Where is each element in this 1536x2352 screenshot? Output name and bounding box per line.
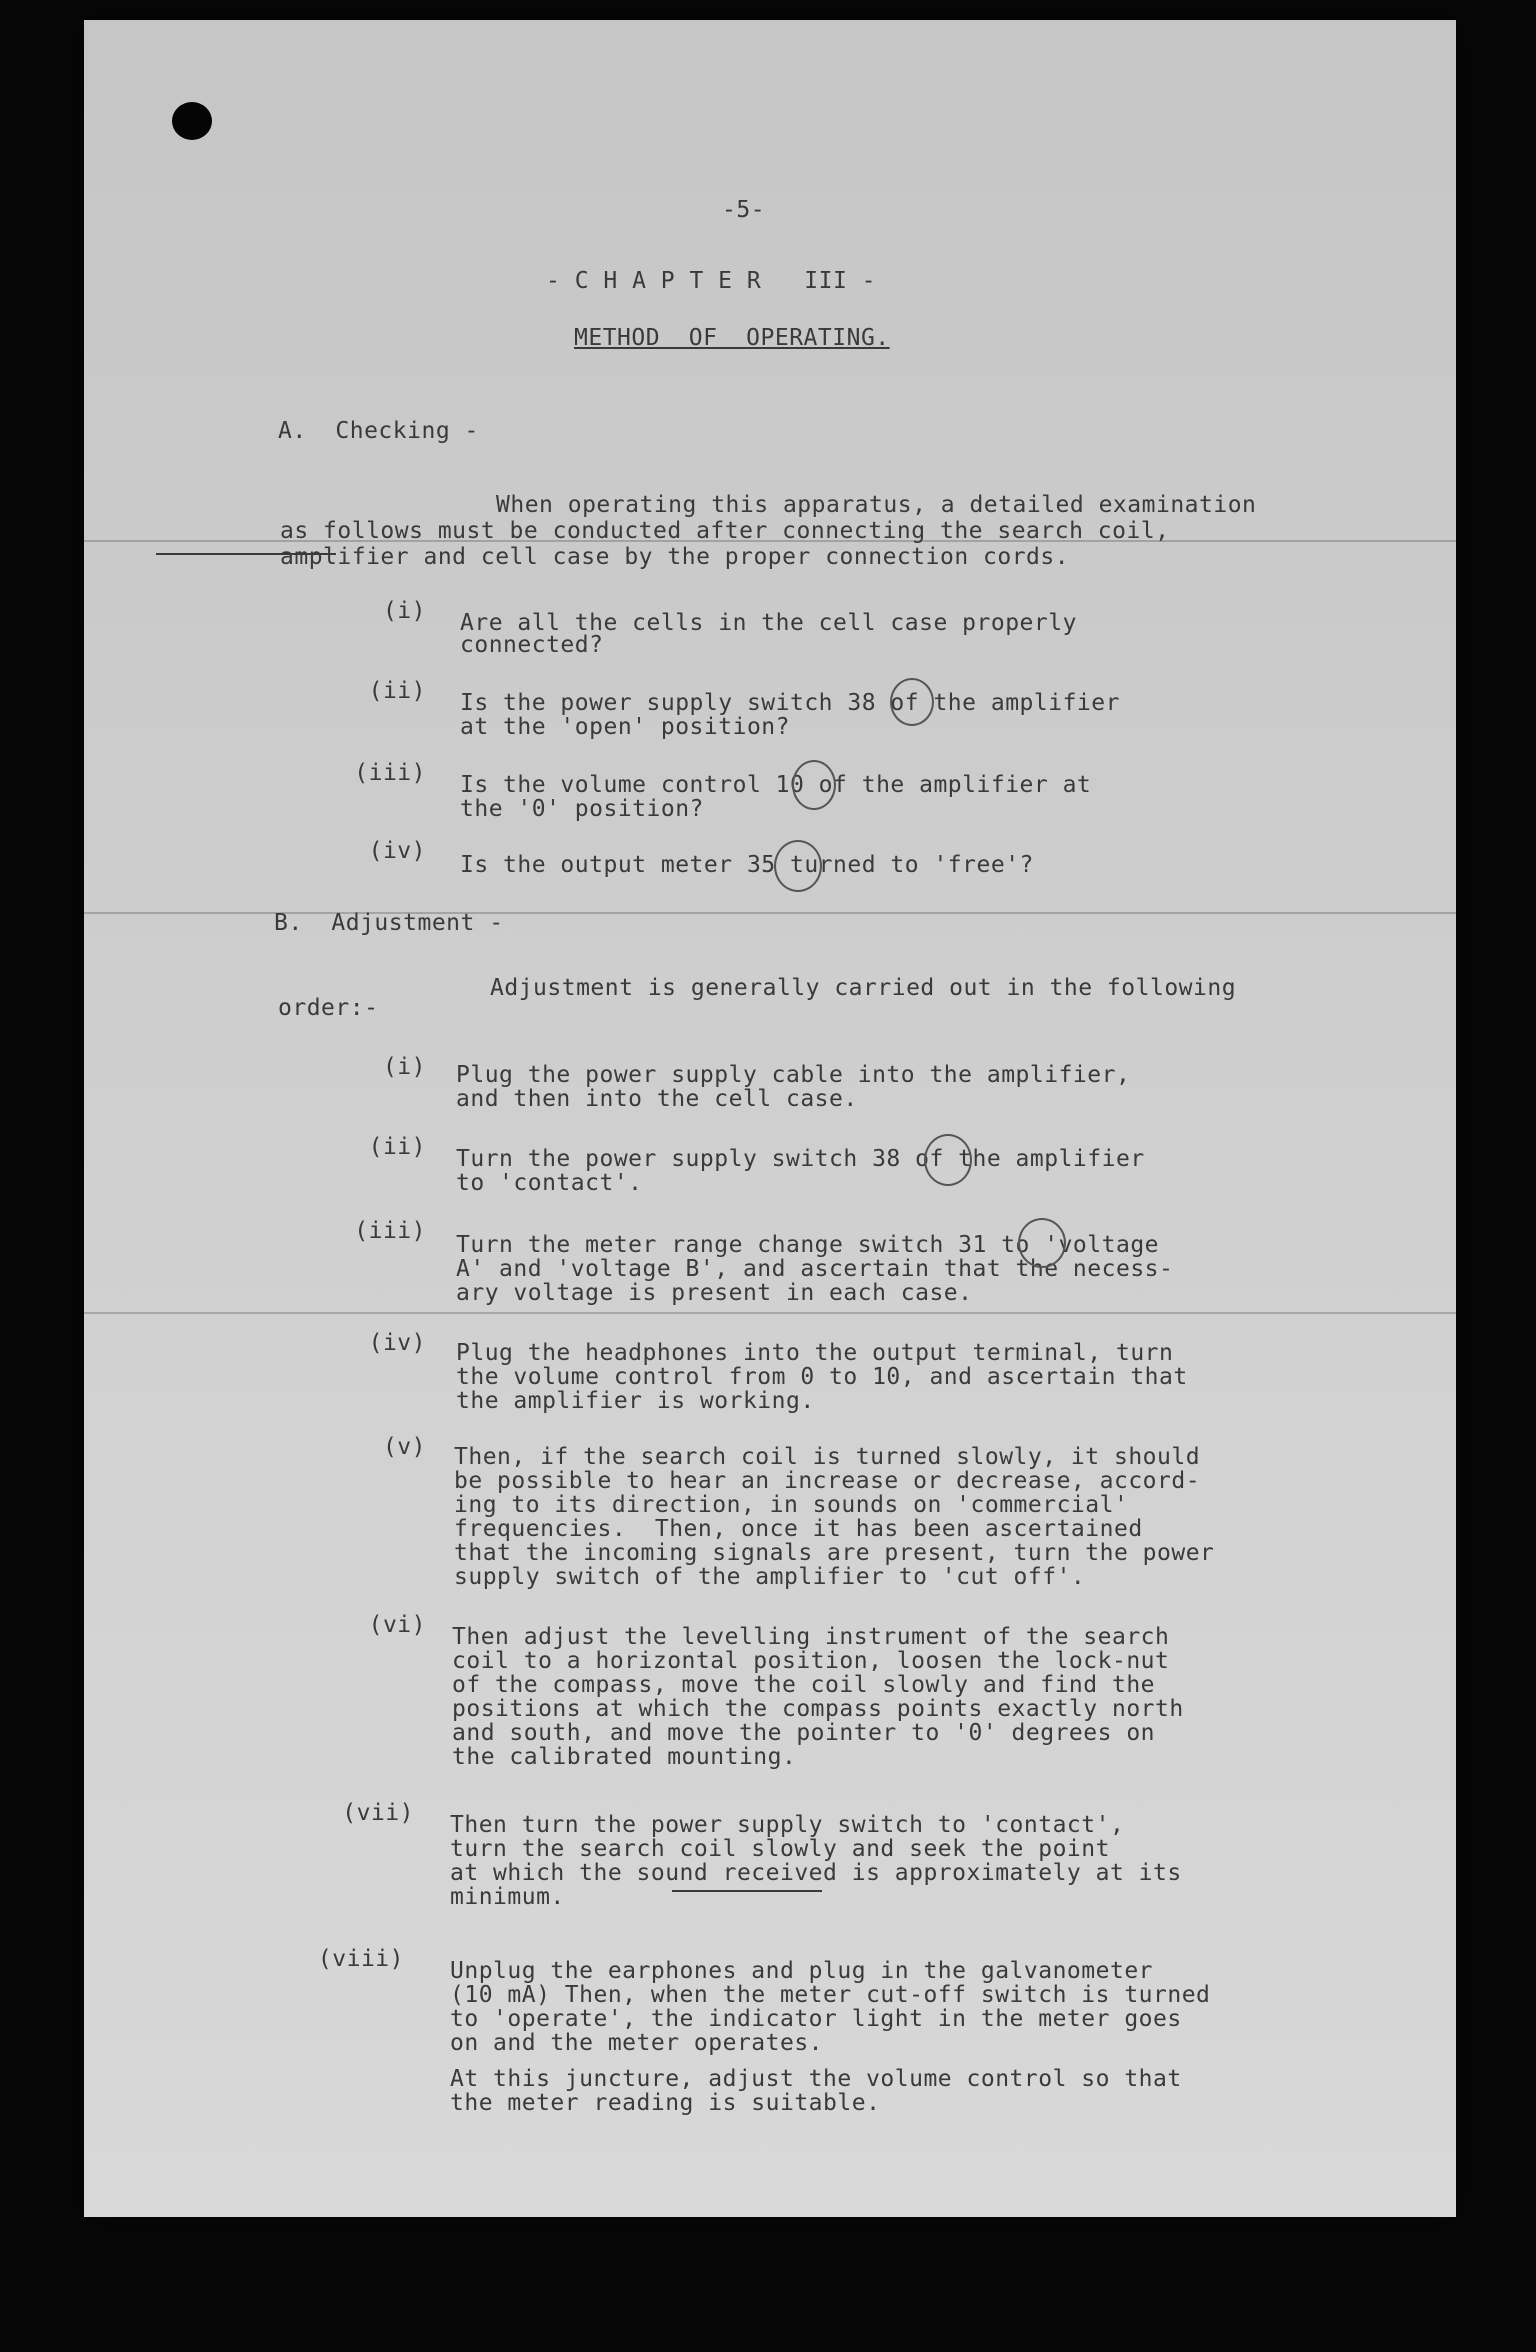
list-item-line: positions at which the compass points exactly north — [452, 1696, 1184, 1722]
list-item-line: the '0' position? — [460, 796, 704, 822]
list-item-line: Plug the power supply cable into the amplifier, — [456, 1062, 1131, 1088]
list-item-line: ing to its direction, in sounds on 'commercial' — [454, 1492, 1129, 1518]
section-a-heading: A. Checking - — [278, 418, 479, 444]
section-b-heading: B. Adjustment - — [274, 910, 504, 936]
list-item-line: coil to a horizontal position, loosen the lock-nut — [452, 1648, 1170, 1674]
list-item-line: that the incoming signals are present, turn the power — [454, 1540, 1215, 1566]
fold-line — [84, 1312, 1456, 1314]
list-item-number: (viii) — [317, 1946, 404, 1972]
handwritten-circle — [792, 760, 836, 810]
list-item-line: connected? — [460, 632, 604, 658]
pen-underline — [672, 1890, 822, 1892]
list-item-line: and then into the cell case. — [456, 1086, 858, 1112]
list-item-line: supply switch of the amplifier to 'cut off'. — [454, 1564, 1086, 1590]
list-item-line: the volume control from 0 to 10, and ascertain that — [456, 1364, 1188, 1390]
section-a-intro-line: as follows must be conducted after connecting the search coil, — [280, 518, 1170, 544]
section-b-intro-line: Adjustment is generally carried out in the following — [490, 975, 1237, 1001]
list-item-line: A' and 'voltage B', and ascertain that the necess- — [456, 1256, 1174, 1282]
list-item-number: (iv) — [368, 1330, 426, 1356]
handwritten-circle — [1018, 1218, 1066, 1268]
list-item-line: Are all the cells in the cell case properly — [460, 610, 1077, 636]
list-item-line: Turn the meter range change switch 31 to 'voltage — [456, 1232, 1160, 1258]
list-item-line: turn the search coil slowly and seek the point — [450, 1836, 1110, 1862]
list-item-line: be possible to hear an increase or decrease, accord- — [454, 1468, 1201, 1494]
list-item-line: to 'contact'. — [456, 1170, 643, 1196]
list-item-line: Then, if the search coil is turned slowly, it should — [454, 1444, 1201, 1470]
list-item-number: (iii) — [354, 760, 426, 786]
list-item-line: Then turn the power supply switch to 'contact', — [450, 1812, 1125, 1838]
list-item-line: Then adjust the levelling instrument of the search — [452, 1624, 1170, 1650]
punch-hole — [172, 102, 212, 140]
list-item-line: Plug the headphones into the output terminal, turn — [456, 1340, 1174, 1366]
chapter-subtitle: METHOD OF OPERATING. — [574, 325, 890, 351]
list-item-line: the amplifier is working. — [456, 1388, 815, 1414]
list-item-number: (vi) — [368, 1612, 426, 1638]
list-item-line: to 'operate', the indicator light in the meter goes — [450, 2006, 1182, 2032]
list-item-line: frequencies. Then, once it has been ascertained — [454, 1516, 1143, 1542]
handwritten-circle — [924, 1134, 972, 1186]
section-a-intro-line: amplifier and cell case by the proper connection cords. — [280, 544, 1070, 570]
list-item-number: (vii) — [342, 1800, 414, 1826]
page-number: -5- — [722, 197, 766, 223]
list-item-line: (10 mA) Then, when the meter cut-off switch is turned — [450, 1982, 1211, 2008]
list-item-line: Turn the power supply switch 38 of the amplifier — [456, 1146, 1145, 1172]
list-item-line: at which the sound received is approximately at its — [450, 1860, 1182, 1886]
list-item-number: (ii) — [368, 678, 426, 704]
list-item-line: Unplug the earphones and plug in the galvanometer — [450, 1958, 1154, 1984]
section-b-intro-line: order:- — [278, 995, 379, 1021]
handwritten-circle — [890, 678, 934, 726]
list-item-line: the meter reading is suitable. — [450, 2090, 881, 2116]
chapter-title: - C H A P T E R III - — [546, 268, 876, 294]
document-page — [84, 20, 1456, 2217]
list-item-line: of the compass, move the coil slowly and find the — [452, 1672, 1156, 1698]
list-item-number: (v) — [382, 1434, 426, 1460]
section-a-intro-line: When operating this apparatus, a detailed examination — [496, 492, 1257, 518]
list-item-line: At this juncture, adjust the volume control so that — [450, 2066, 1182, 2092]
list-item-line: Is the output meter 35 turned to 'free'? — [460, 852, 1034, 878]
list-item-number: (iv) — [368, 838, 426, 864]
handwritten-circle — [774, 840, 822, 892]
list-item-line: Is the power supply switch 38 of the amplifier — [460, 690, 1120, 716]
list-item-line: and south, and move the pointer to '0' degrees on — [452, 1720, 1156, 1746]
list-item-number: (i) — [382, 598, 426, 624]
list-item-line: on and the meter operates. — [450, 2030, 824, 2056]
list-item-line: the calibrated mounting. — [452, 1744, 797, 1770]
list-item-number: (i) — [382, 1054, 426, 1080]
list-item-number: (ii) — [368, 1134, 426, 1160]
list-item-number: (iii) — [354, 1218, 426, 1244]
list-item-line: ary voltage is present in each case. — [456, 1280, 973, 1306]
list-item-line: Is the volume control 10 of the amplifier at — [460, 772, 1092, 798]
list-item-line: at the 'open' position? — [460, 714, 790, 740]
list-item-line: minimum. — [450, 1884, 565, 1910]
